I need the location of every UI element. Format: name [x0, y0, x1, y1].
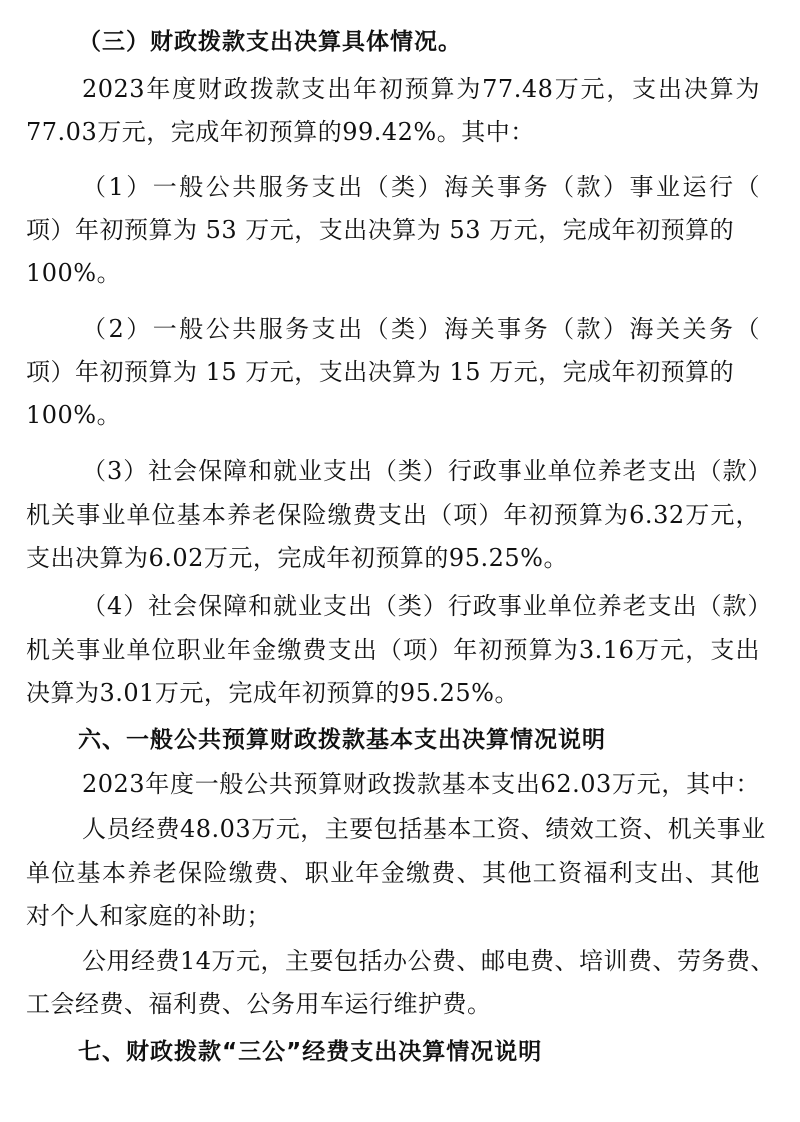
item-4-line1: （4）社会保障和就业支出（类）行政事业单位养老支出（款） — [82, 592, 772, 620]
section-three-summary-line1: 2023年度财政拨款支出年初预算为77.48万元，支出决算为 — [82, 75, 760, 103]
item-3-line3: 支出决算为6.02万元，完成年初预算的95.25%。 — [26, 544, 568, 572]
personnel-expenses-line3: 对个人和家庭的补助； — [26, 902, 271, 930]
item-3-line1: （3）社会保障和就业支出（类）行政事业单位养老支出（款） — [82, 457, 772, 485]
item-3-line2: 机关事业单位基本养老保险缴费支出（项）年初预算为6.32万元， — [26, 501, 760, 529]
public-expenses-line2: 工会经费、福利费、公务用车运行维护费。 — [26, 990, 492, 1018]
personnel-expenses-line1: 人员经费48.03万元，主要包括基本工资、绩效工资、机关事业 — [82, 815, 766, 843]
section-seven-heading: 七、财政拨款“三公”经费支出决算情况说明 — [78, 1039, 543, 1065]
section-six-heading: 六、一般公共预算财政拨款基本支出决算情况说明 — [78, 727, 606, 753]
public-expenses-line1: 公用经费14万元，主要包括办公费、邮电费、培训费、劳务费、 — [82, 947, 776, 975]
section-three-heading: （三）财政拨款支出决算具体情况。 — [78, 29, 462, 55]
item-4-line2: 机关事业单位职业年金缴费支出（项）年初预算为3.16万元，支出 — [26, 636, 760, 664]
section-three-summary-line2: 77.03万元，完成年初预算的99.42%。其中： — [26, 118, 535, 146]
item-1-line1: （1）一般公共服务支出（类）海关事务（款）事业运行（ — [82, 173, 760, 201]
item-2-line2: 项）年初预算为 15 万元，支出决算为 15 万元，完成年初预算的 — [26, 358, 735, 386]
item-1-line2: 项）年初预算为 53 万元，支出决算为 53 万元，完成年初预算的 — [26, 216, 735, 244]
section-six-summary: 2023年度一般公共预算财政拨款基本支出62.03万元，其中： — [82, 770, 760, 798]
item-2-line3: 100%。 — [26, 401, 122, 429]
item-2-line1: （2）一般公共服务支出（类）海关事务（款）海关关务（ — [82, 315, 760, 343]
item-4-line3: 决算为3.01万元，完成年初预算的95.25%。 — [26, 679, 519, 707]
item-1-line3: 100%。 — [26, 259, 122, 287]
personnel-expenses-line2: 单位基本养老保险缴费、职业年金缴费、其他工资福利支出、其他 — [26, 859, 760, 887]
